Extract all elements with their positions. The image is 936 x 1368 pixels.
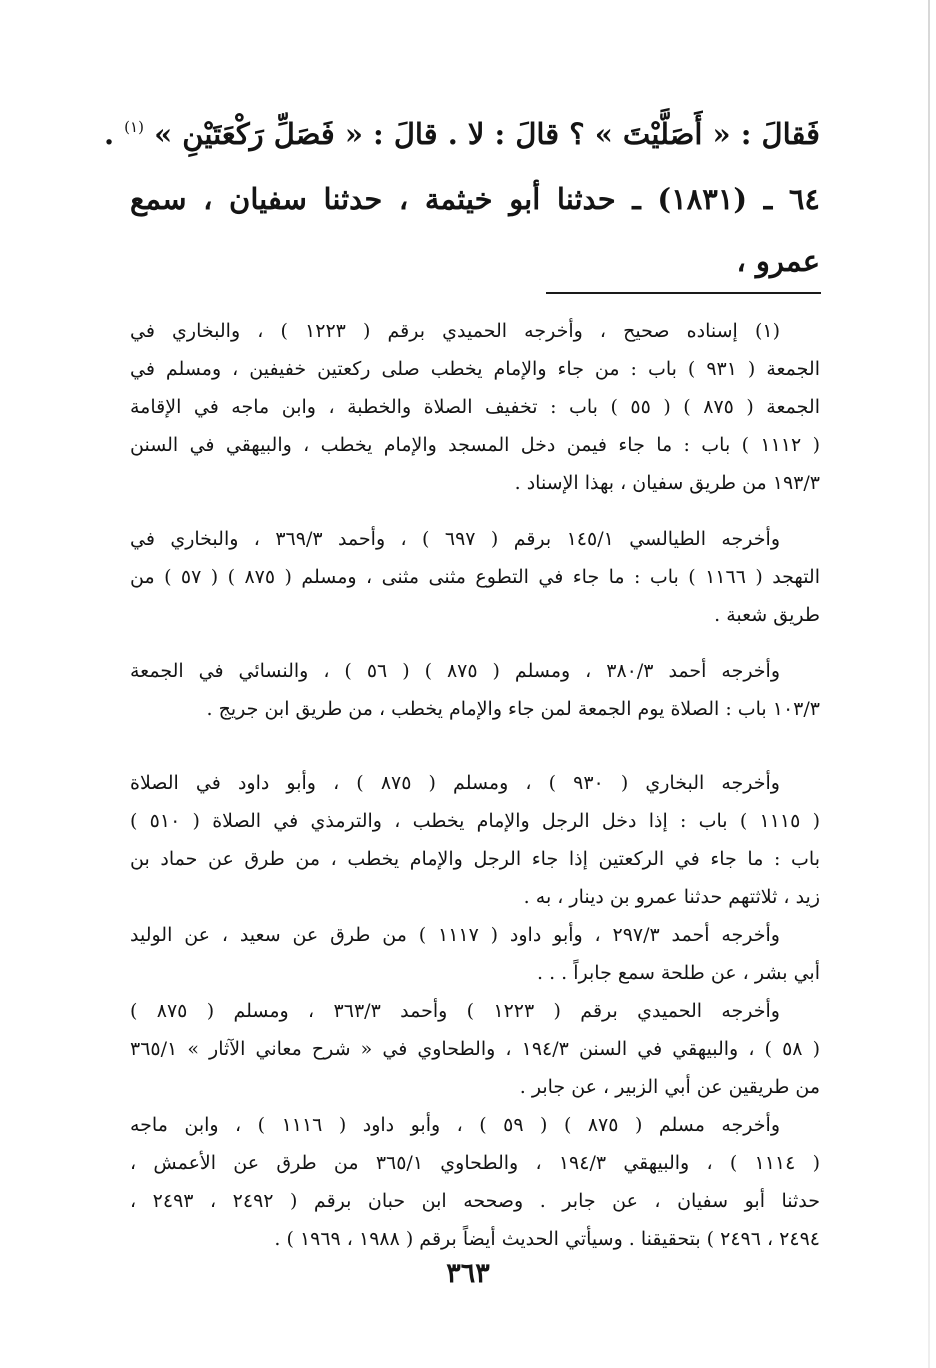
- footnote-line: وأخرجه مسلم ( ٨٧٥ ) ( ٥٩ ) ، وأبو داود ( ١١١٦ ) ، وابن ماجه: [130, 1114, 780, 1136]
- footnote-line: وأخرجه الحميدي برقم ( ١٢٢٣ ) وأحمد ٣٦٣/٣ ، ومسلم ( ٨٧٥ ): [130, 1000, 780, 1022]
- footnote-line: زيد ، ثلاثتهم حدثنا عمرو بن دينار ، به .: [523, 886, 820, 908]
- page-edge-mark: [928, 0, 930, 1368]
- footnote-line: حدثنا أبو سفيان ، عن جابر . وصححه ابن حبان برقم ( ٢٤٩٢ ، ٢٤٩٣ ،: [130, 1190, 821, 1212]
- hadith-text-line-1-body: فَقالَ : « أَصَلَّيْتَ » ؟ قالَ : لا . قالَ : « فَصَلِّ رَكْعَتَيْنِ »: [154, 117, 820, 151]
- footnote-line: ٢٤٩٤ ، ٢٤٩٦ ) بتحقيقنا . وسيأتي الحديث أيضاً برقم ( ١٩٨٨ ، ١٩٦٩ ) .: [274, 1228, 820, 1250]
- footnote-line: أبي بشر ، عن طلحة سمع جابراً . . .: [537, 962, 820, 984]
- footnote-paragraph: [130, 916, 820, 992]
- footnote-paragraph: [130, 992, 820, 1106]
- footnote-marker: (١): [124, 118, 144, 136]
- footnote-line: من طريقين عن أبي الزبير ، عن جابر .: [519, 1076, 820, 1098]
- footnote-separator: [546, 292, 821, 294]
- footnote-paragraph: [130, 652, 820, 728]
- hadith-text-line-2: ٦٤ ـ (١٨٣١) ـ حدثنا أبو خيثمة ، حدثنا سفيان ، سمع: [130, 182, 820, 216]
- footnote-line: ١٠٣/٣ باب : الصلاة يوم الجمعة لمن جاء والإمام يخطب ، من طريق ابن جريج .: [206, 698, 820, 720]
- footnote-line: وأخرجه الطيالسي ١٤٥/١ برقم ( ٦٩٧ ) ، وأحمد ٣٦٩/٣ ، والبخاري في: [130, 528, 780, 550]
- footnote-line: (١) إسناده صحيح ، وأخرجه الحميدي برقم ( ١٢٢٣ ) ، والبخاري في: [130, 320, 780, 342]
- footnote-line: الجمعة ( ٩٣١ ) باب : من جاء والإمام يخطب صلى ركعتين خفيفين ، ومسلم في: [130, 358, 820, 380]
- footnote-line: الجمعة ( ٨٧٥ ) ( ٥٥ ) باب : تخفيف الصلاة والخطبة ، وابن ماجه في الإقامة: [130, 396, 820, 418]
- footnote-line: وأخرجه البخاري ( ٩٣٠ ) ، ومسلم ( ٨٧٥ ) ، وأبو داود في الصلاة: [130, 772, 780, 794]
- footnote-line: ( ١١١٢ ) باب : ما جاء فيمن دخل المسجد والإمام يخطب ، والبيهقي في السنن: [130, 434, 820, 456]
- footnote-line: وأخرجه أحمد ٢٩٧/٣ ، وأبو داود ( ١١١٧ ) من طرق عن سعيد ، عن الوليد: [130, 924, 780, 946]
- footnotes: [130, 312, 820, 1258]
- footnote-line: ( ١١١٤ ) ، والبيهقي ١٩٤/٣ ، والطحاوي ٣٦٥/١ من طرق عن الأعمش ،: [130, 1152, 821, 1174]
- footnote-line: ( ١١١٥ ) باب : إذا دخل الرجل والإمام يخطب ، والترمذي في الصلاة ( ٥١٠ ): [130, 810, 821, 832]
- footnote-line: التهجد ( ١١٦٦ ) باب : ما جاء في التطوع مثنى مثنى ، ومسلم ( ٨٧٥ ) ( ٥٧ ) من: [130, 566, 820, 588]
- footnote-line: طريق شعبة .: [714, 604, 820, 626]
- footnote-paragraph: [130, 312, 820, 502]
- footnote-line: باب : ما جاء في الركعتين إذا جاء الرجل والإمام يخطب ، من طرق عن حماد بن: [130, 848, 820, 870]
- footnote-line: ١٩٣/٣ من طريق سفيان ، بهذا الإسناد .: [514, 472, 820, 494]
- footnote-paragraph: [130, 1106, 820, 1258]
- page-number: ٣٦٣: [446, 1258, 490, 1289]
- hadith-text-line-1: [103, 96, 820, 165]
- hadith-text-line-1-end: .: [103, 117, 115, 151]
- footnote-paragraph: [130, 520, 820, 634]
- hadith-text-line-3: عمرو ،: [736, 244, 820, 278]
- footnote-line: ( ٥٨ ) ، والبيهقي في السنن ١٩٤/٣ ، والطحاوي في « شرح معاني الآثار » ٣٦٥/١: [130, 1038, 820, 1060]
- footnote-paragraph: [130, 764, 820, 916]
- footnote-line: وأخرجه أحمد ٣٨٠/٣ ، ومسلم ( ٨٧٥ ) ( ٥٦ ) ، والنسائي في الجمعة: [130, 660, 781, 682]
